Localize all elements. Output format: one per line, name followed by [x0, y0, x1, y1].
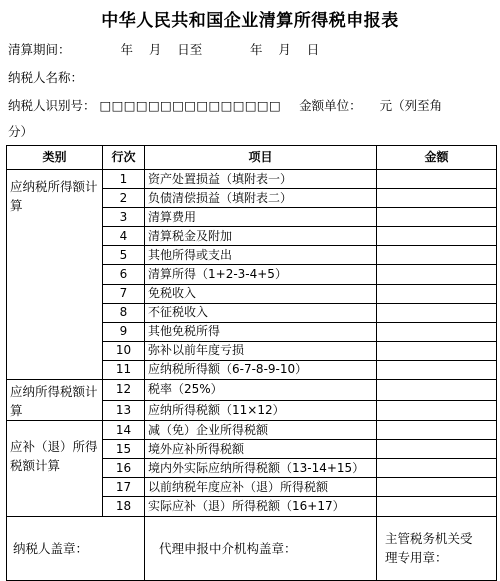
line-item: 负债清偿损益（填附表二）	[145, 189, 377, 208]
category-taxable-income: 应纳税所得额计算	[7, 170, 103, 380]
taxpayer-seal: 纳税人盖章：	[7, 516, 145, 580]
table-row	[7, 170, 497, 189]
line-number: 14	[103, 421, 145, 440]
amount-cell[interactable]	[377, 246, 497, 265]
line-item: 实际应补（退）所得税额（16+17）	[145, 497, 377, 516]
table-row	[7, 421, 497, 440]
amount-cell[interactable]	[377, 360, 497, 379]
period-value: 年 月 日至 年 月 日	[120, 42, 320, 57]
period-label: 清算期间：	[8, 42, 71, 57]
line-number: 11	[103, 360, 145, 379]
line-number: 15	[103, 440, 145, 459]
taxpayer-id-label: 纳税人识别号：	[8, 98, 96, 113]
table-header-row	[7, 146, 497, 170]
amount-cell[interactable]	[377, 440, 497, 459]
line-item: 以前纳税年度应补（退）所得税额	[145, 478, 377, 497]
line-item: 清算税金及附加	[145, 227, 377, 246]
line-item: 其他所得或支出	[145, 246, 377, 265]
amount-cell[interactable]	[377, 421, 497, 440]
amount-cell[interactable]	[377, 497, 497, 516]
amount-cell[interactable]	[377, 459, 497, 478]
line-item: 减（免）企业所得税额	[145, 421, 377, 440]
line-item: 境内外实际应纳所得税额（13-14+15）	[145, 459, 377, 478]
column-header-amount: 金额	[377, 146, 497, 170]
line-item: 免税收入	[145, 284, 377, 303]
line-item: 资产处置损益（填附表一）	[145, 170, 377, 189]
table-row	[7, 380, 497, 401]
line-item: 其他免税所得	[145, 322, 377, 341]
taxpayer-id-boxes[interactable]: □□□□□□□□□□□□□□□	[99, 98, 282, 113]
column-header-category: 类别	[7, 146, 103, 170]
line-item: 应纳税所得额（6-7-8-9-10）	[145, 360, 377, 379]
line-item: 境外应补所得税额	[145, 440, 377, 459]
line-number: 10	[103, 341, 145, 360]
amount-cell[interactable]	[377, 284, 497, 303]
amount-cell[interactable]	[377, 303, 497, 322]
line-number: 18	[103, 497, 145, 516]
column-header-line: 行次	[103, 146, 145, 170]
line-number: 1	[103, 170, 145, 189]
amount-cell[interactable]	[377, 170, 497, 189]
line-number: 3	[103, 208, 145, 227]
amount-unit-label: 金额单位：	[299, 98, 362, 113]
amount-cell[interactable]	[377, 400, 497, 421]
line-item: 应纳所得税额（11×12）	[145, 400, 377, 421]
category-tax-refund: 应补（退）所得税额计算	[7, 421, 103, 516]
line-number: 2	[103, 189, 145, 208]
line-item: 不征税收入	[145, 303, 377, 322]
line-number: 9	[103, 322, 145, 341]
authority-seal: 主管税务机关受理专用章：	[377, 516, 497, 580]
signature-row	[7, 516, 497, 580]
line-number: 4	[103, 227, 145, 246]
form-title: 中华人民共和国企业清算所得税申报表	[101, 11, 399, 31]
line-number: 5	[103, 246, 145, 265]
amount-unit-value: 元（列至角	[379, 98, 443, 113]
category-tax-payable: 应纳所得税额计算	[7, 380, 103, 421]
taxpayer-name-row	[8, 68, 83, 86]
amount-cell[interactable]	[377, 265, 497, 284]
amount-cell[interactable]	[377, 380, 497, 401]
line-number: 13	[103, 400, 145, 421]
amount-cell[interactable]	[377, 208, 497, 227]
amount-cell[interactable]	[377, 341, 497, 360]
amount-cell[interactable]	[377, 227, 497, 246]
line-number: 16	[103, 459, 145, 478]
period-row	[8, 40, 319, 58]
line-number: 12	[103, 380, 145, 401]
line-number: 8	[103, 303, 145, 322]
liquidation-tax-table	[6, 145, 497, 581]
agent-seal: 代理申报中介机构盖章：	[145, 516, 377, 580]
amount-cell[interactable]	[377, 189, 497, 208]
line-item: 税率（25%）	[145, 380, 377, 401]
amount-cell[interactable]	[377, 478, 497, 497]
amount-cell[interactable]	[377, 322, 497, 341]
line-number: 7	[103, 284, 145, 303]
amount-unit-value-cont: 分）	[8, 124, 34, 139]
line-item: 清算所得（1+2-3-4+5）	[145, 265, 377, 284]
line-number: 6	[103, 265, 145, 284]
column-header-item: 项目	[145, 146, 377, 170]
taxpayer-id-row	[8, 96, 442, 114]
line-item: 弥补以前年度亏损	[145, 341, 377, 360]
line-item: 清算费用	[145, 208, 377, 227]
taxpayer-name-label: 纳税人名称：	[8, 70, 84, 85]
line-number: 17	[103, 478, 145, 497]
